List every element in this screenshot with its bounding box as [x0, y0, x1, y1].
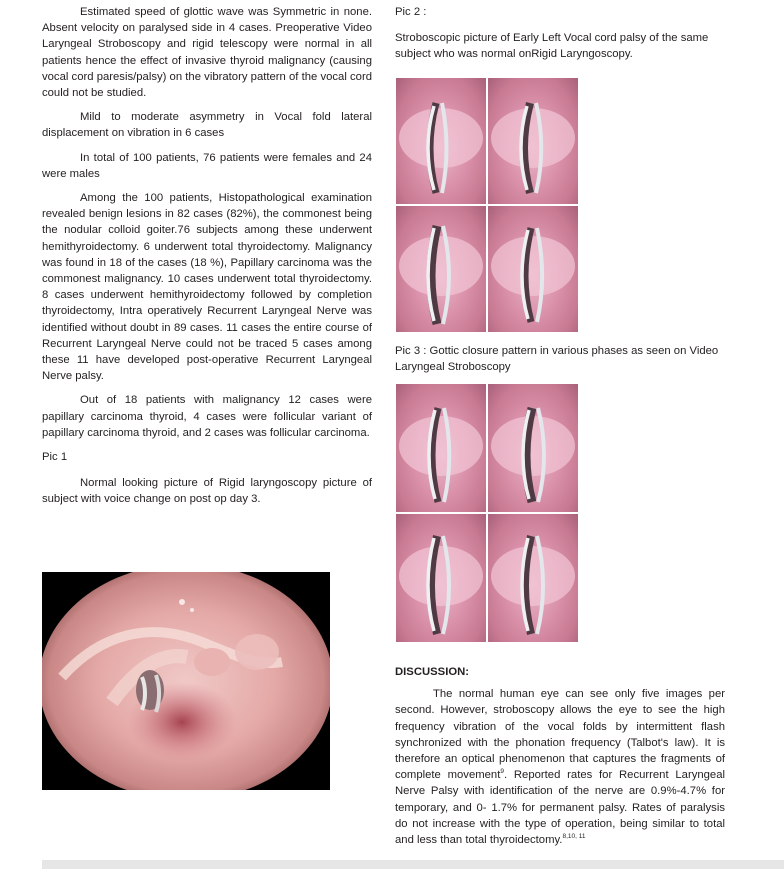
pic3-caption: Pic 3 : Gottic closure pattern in various phases as seen on Video Laryngeal Stroboscopy: [395, 345, 719, 374]
discussion-text-part1: The normal human eye can see only five images per second. However, stroboscopy allows the eye to see the high frequency vibration of the vocal folds by intermittent flash synchronized with the phonation frequency (Talbot's law). It is therefore an optical phenomenon that captures the fragments of complete movement: [395, 688, 725, 782]
page-footer-bar: [42, 860, 784, 869]
citation-9: 9: [500, 768, 504, 776]
discussion-paragraph: [395, 686, 725, 848]
pic1-label: Pic 1: [42, 451, 68, 464]
stroboscopy-frame: [396, 514, 486, 642]
stroboscopy-frame: [488, 78, 578, 204]
discussion-heading: DISCUSSION:: [395, 666, 470, 678]
stroboscopy-grid-pic3: [396, 384, 578, 642]
paragraph-patient-gender: In total of 100 patients, 76 patients were females and 24 were males: [42, 151, 372, 180]
citation-8-10-11: 8,10, 11: [562, 833, 586, 841]
right-column: [395, 4, 725, 63]
stroboscopy-frame: [488, 514, 578, 642]
stroboscopy-frame: [396, 206, 486, 332]
pic2-label: Pic 2 :: [395, 6, 427, 18]
paragraph-asymmetry: Mild to moderate asymmetry in Vocal fold lateral displacement on vibration in 6 cases: [42, 111, 372, 140]
pic3-caption-block: [395, 343, 725, 375]
stroboscopy-frame: [488, 206, 578, 332]
stroboscopy-grid-pic2: [396, 78, 578, 332]
stroboscopy-frame: [396, 78, 486, 204]
pic2-caption: Stroboscopic picture of Early Left Vocal cord palsy of the same subject who was normal onRigid Laryngoscopy.: [395, 32, 709, 61]
rigid-laryngoscopy-image: [42, 572, 330, 790]
paragraph-histopathology: Among the 100 patients, Histopathological examination revealed benign lesions in 82 cases (82%), the commonest being the nodular colloid goiter.76 subjects among these underwent hemithyroidectomy. 6 underwent total thyroidectomy. Malignancy was found in 18 of the cases (18 %), Papillary carcinoma was the commonest malignancy. 10 cases underwent total thyroidectomy. 8 cases underwent hemithyroidectomy followed by completion thyroidectomy, Intra operatively Recurrent Laryngeal Nerve was identified without doubt in 89 cases. 11 cases the entire course of Recurrent Laryngeal Nerve could not be traced 5 cases among these 11 have developed post-operative Recurrent Laryngeal Nerve palsy.: [42, 192, 372, 383]
discussion-text-part2: . Reported rates for Recurrent Laryngeal Nerve Palsy with identification of the nerve are 0.9%-4.7% for temporary, and 0- 1.7% for permanent palsy. Rates of paralysis do not increase with the type of operation, being similar to total and less than total thyroidectomy.: [395, 769, 725, 847]
stroboscopy-frame: [396, 384, 486, 512]
paragraph-glottic-wave: Estimated speed of glottic wave was Symmetric in none. Absent velocity on paralysed side in 4 cases. Preoperative Video Laryngeal Stroboscopy and rigid telescopy were normal in all patients hence the effect of invasive thyroid malignancy (causing vocal cord paresis/palsy) on the vibratory pattern of the vocal cord could not be studied.: [42, 6, 372, 100]
stroboscopy-frame: [488, 384, 578, 512]
discussion-section: [395, 664, 725, 856]
paragraph-malignancy-types: Out of 18 patients with malignancy 12 cases were papillary carcinoma thyroid, 4 cases were follicular variant of papillary carcinoma thyroid, and 2 cases was follicular carcinoma.: [42, 394, 372, 439]
left-column: [42, 4, 372, 516]
pic1-caption: Normal looking picture of Rigid laryngoscopy picture of subject with voice change on post op day 3.: [42, 477, 372, 506]
